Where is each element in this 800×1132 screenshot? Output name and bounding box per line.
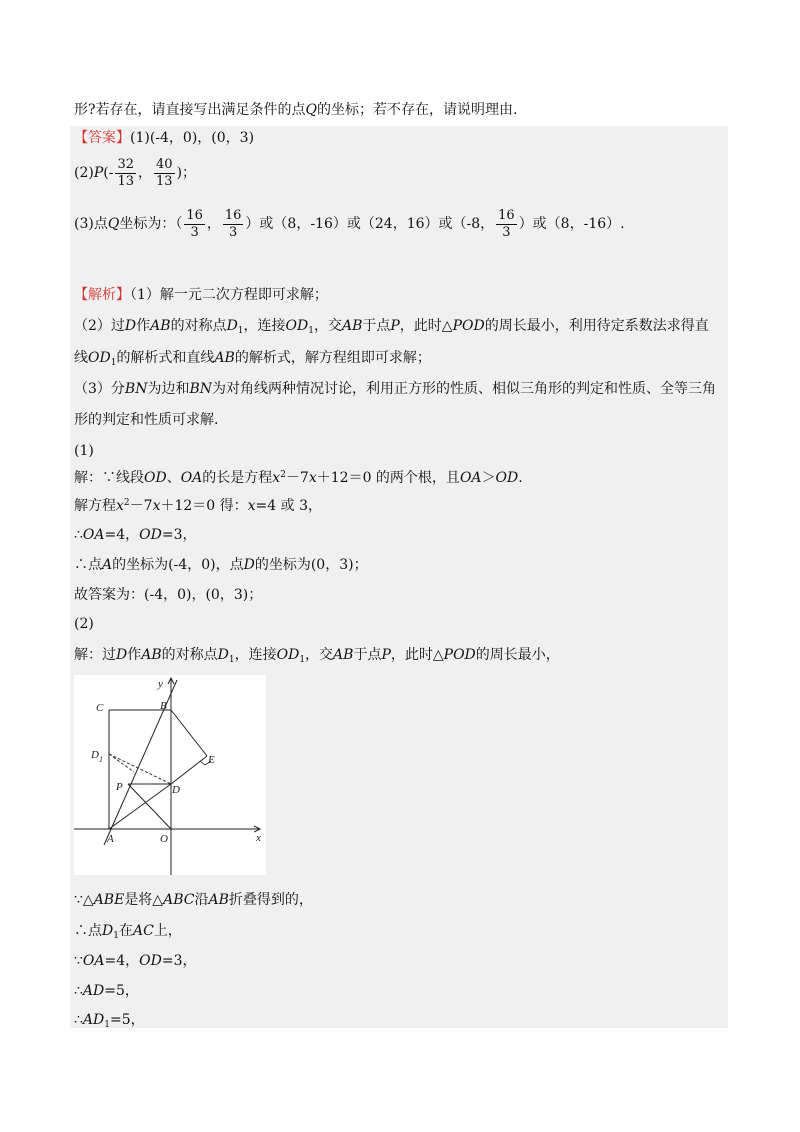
- segment-ED: [171, 756, 207, 784]
- solution-line: $\therefore AD_1=5$，: [74, 1012, 145, 1030]
- label-E: E: [208, 754, 215, 766]
- label-P: P: [116, 781, 123, 793]
- answer-line-1: 【答案】(1)(-4，0)，(0，3): [74, 130, 255, 146]
- analysis-line-4: （3）分BN为边和BN为对角线两种情况讨论，利用正方形的性质、相似三角形的判定和性质、全等三角: [74, 381, 717, 397]
- dashed-D1-D: [109, 754, 171, 784]
- analysis-line-3: 线$OD_1$的解析式和直线AB的解析式，解方程组即可求解；: [74, 350, 431, 368]
- segment-BE: [171, 710, 207, 756]
- label-D1-sub: 1: [99, 755, 103, 764]
- label-D: D: [172, 784, 180, 796]
- fraction: $\frac{32}{13}$: [117, 156, 135, 189]
- section-label: (1): [74, 443, 94, 459]
- answer-line-3: (3)点Q坐标为：（ $\frac{16}{3}$ ， $\frac{16}{3}$ ）或（8，-16）或（24，16）或（-8， $\frac{16}{3}$ ）或（8，-16）.: [74, 207, 625, 240]
- solution-line: ∴点$D_1$在AC上，: [74, 923, 182, 941]
- label-D1: D: [91, 749, 99, 761]
- analysis-line-2: （2）过D作AB的对称点$D_1$，连接$OD_1$，交AB于点P，此时△POD的周长最小，利用待定系数法求得直: [74, 318, 709, 336]
- solution-line: 解：∵线段OD、OA的长是方程$x^2-7x+12=0$ 的两个根，且OA＞OD.: [74, 470, 523, 486]
- fraction: $\frac{16}{3}$: [224, 207, 242, 240]
- fraction: $\frac{16}{3}$: [186, 207, 203, 240]
- answer-tag: 【答案】: [74, 130, 130, 146]
- answer-line-2: (2)P(- $\frac{32}{13}$ ， $\frac{40}{13}$ )；: [74, 156, 197, 189]
- analysis-line-1: 【解析】（1）解一元二次方程即可求解；: [74, 287, 328, 303]
- label-C: C: [96, 702, 104, 714]
- geometry-figure: [74, 675, 266, 875]
- label-B: B: [160, 700, 167, 712]
- solution-line: 故答案为：(-4，0)，(0，3)；: [74, 587, 263, 603]
- label-y: y: [158, 678, 163, 690]
- fraction: $\frac{16}{3}$: [498, 207, 515, 240]
- solution-line: ∴AD=5，: [74, 983, 139, 999]
- problem-tail: 形?若存在，请直接写出满足条件的点Q的坐标；若不存在，请说明理由.: [74, 102, 518, 118]
- solution-line: 解：过D作AB的对称点$D_1$，连接$OD_1$，交AB于点P，此时△POD的周长最小，: [74, 647, 560, 665]
- label-O: O: [160, 833, 168, 845]
- analysis-line-5: 形的判定和性质可求解.: [74, 412, 219, 428]
- dashed-D1-P: [109, 754, 134, 772]
- label-x: x: [256, 832, 261, 844]
- geometry-diagram: [74, 675, 266, 875]
- solution-line: ∵△ABE是将△ABC沿AB折叠得到的，: [74, 892, 313, 908]
- solution-line: ∴点A的坐标为(-4，0)，点D的坐标为(0，3)；: [74, 557, 368, 573]
- solution-line: ∴OA=4，OD=3，: [74, 527, 197, 543]
- analysis-tag: 【解析】: [74, 287, 130, 303]
- segment-PO: [128, 784, 171, 829]
- fraction: $\frac{40}{13}$: [156, 156, 173, 189]
- solution-line: 解方程$x^2-7x+12=0$ 得：x=4 或 3，: [74, 498, 322, 514]
- label-A: A: [107, 833, 114, 845]
- section-label: (2): [74, 616, 94, 632]
- solution-line: ∵OA=4，OD=3，: [74, 953, 197, 969]
